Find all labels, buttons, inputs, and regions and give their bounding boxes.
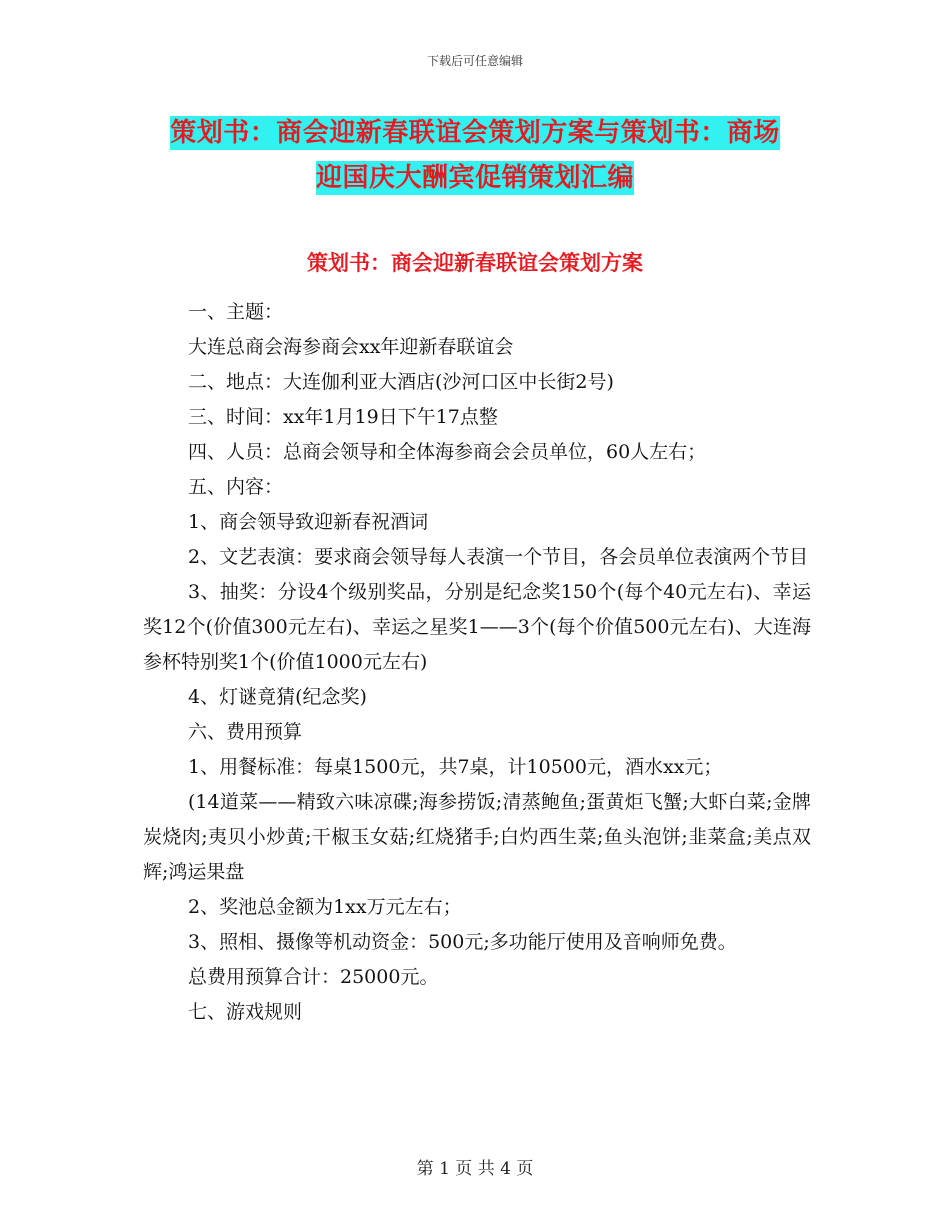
paragraph: 1、商会领导致迎新春祝酒词	[188, 511, 429, 533]
paragraph: 七、游戏规则	[188, 1001, 303, 1023]
header-note: 下载后可任意编辑	[426, 54, 523, 68]
document-title-line-2	[0, 157, 950, 194]
title-highlight: 迎国庆大酬宾促销策划汇编	[315, 163, 634, 193]
paragraph: 2、文艺表演：要求商会领导每人表演一个节目，各会员单位表演两个节目	[188, 546, 809, 568]
paragraph: 3、抽奖：分设4个级别奖品，分别是纪念奖150个(每个40元左右)、幸运奖12个(价值300元左右)、幸运之星奖1——3个(每个价值500元左右)、大连海参杯特别奖1个(价值1000元左右)	[143, 581, 811, 673]
paragraph: 一、主题：	[188, 301, 284, 323]
section-title: 策划书：商会迎新春联谊会策划方案	[307, 251, 643, 275]
paragraph: 1、用餐标准：每桌1500元，共7桌，计10500元，酒水xx元；	[188, 756, 723, 778]
paragraph: 3、照相、摄像等机动资金：500元;多功能厅使用及音响师免费。	[188, 931, 737, 953]
page-footer: 第 1 页 共 4 页	[416, 1159, 534, 1179]
paragraph: 2、奖池总金额为1xx万元左右；	[188, 896, 462, 918]
paragraph: 三、时间：xx年1月19日下午17点整	[188, 406, 498, 428]
paragraph: 六、费用预算	[188, 721, 303, 743]
paragraph: 4、灯谜竟猜(纪念奖)	[188, 686, 367, 708]
paragraph: 五、内容：	[188, 476, 284, 498]
paragraph: 二、地点：大连伽利亚大酒店(沙河口区中长街2号)	[188, 371, 614, 393]
paragraph: (14道菜——精致六味凉碟;海参捞饭;清蒸鲍鱼;蛋黄炬飞蟹;大虾白菜;金牌炭烧肉;夷贝小炒黄;干椒玉女菇;红烧猪手;白灼西生菜;鱼头泡饼;韭菜盒;美点双辉;鸿运果盘	[143, 791, 811, 883]
document-title-line-1	[0, 112, 950, 149]
title-highlight: 策划书：商会迎新春联谊会策划方案与策划书：商场	[170, 118, 780, 148]
paragraph: 大连总商会海参商会xx年迎新春联谊会	[188, 336, 514, 358]
document-body	[143, 295, 811, 1030]
paragraph: 四、人员：总商会领导和全体海参商会会员单位，60人左右；	[188, 441, 707, 463]
paragraph: 总费用预算合计：25000元。	[188, 966, 439, 988]
